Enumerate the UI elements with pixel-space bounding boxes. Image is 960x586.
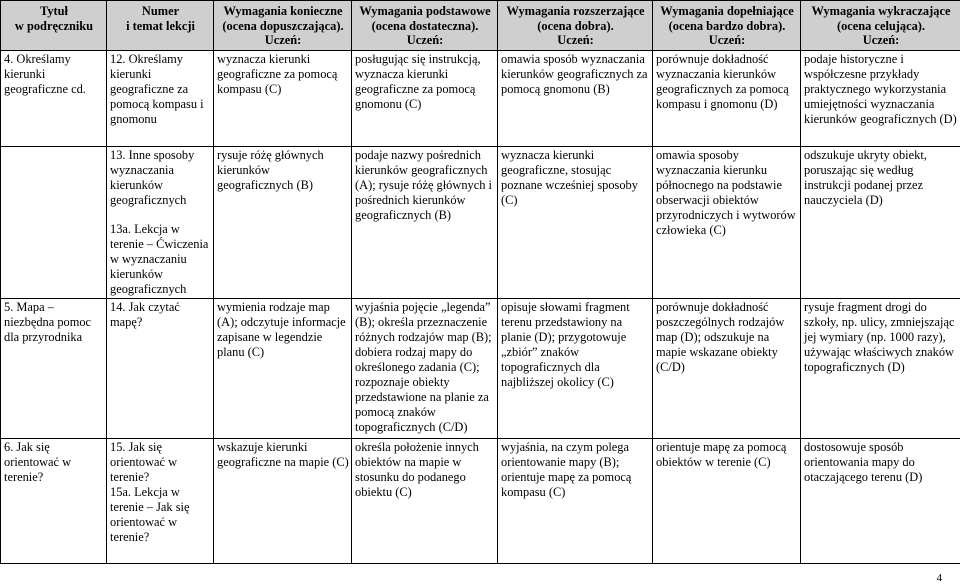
cell-title	[1, 147, 107, 299]
cell-required: wyznacza kierunki geograficzne za pomocą kompasu (C)	[214, 51, 352, 147]
cell-complementary: porównuje dokładność poszczególnych rodzajów map (D); odszukuje na mapie wskazane obiekty (C/D)	[653, 299, 801, 439]
table-row	[1, 439, 960, 564]
lesson-extra: 13a. Lekcja w terenie – Ćwiczenia w wyznaczaniu kierunków geograficznych	[110, 222, 209, 296]
lesson-extra: 15a. Lekcja w terenie – Jak się orientować w terenie?	[110, 485, 190, 544]
table-row	[1, 147, 960, 299]
header-extended-col: Wymagania rozszerzające (ocena dobra). Uczeń:	[498, 1, 653, 51]
cell-lesson: 12. Określamy kierunki geograficzne za pomocą kompasu i gnomonu	[107, 51, 214, 147]
cell-extended: wyznacza kierunki geograficzne, stosując poznane wcześniej sposoby (C)	[498, 147, 653, 299]
header-basic-col: Wymagania podstawowe (ocena dostateczna). Uczeń:	[352, 1, 498, 51]
header-required-col: Wymagania konieczne (ocena dopuszczająca). Uczeń:	[214, 1, 352, 51]
header-title-col: Tytuł w podręczniku	[1, 1, 107, 51]
cell-title: 6. Jak się orientować w terenie?	[1, 439, 107, 564]
cell-exceeding: odszukuje ukryty obiekt, poruszając się według instrukcji podanej przez nauczyciela (D)	[801, 147, 960, 299]
cell-required: wymienia rodzaje map (A); odczytuje informacje zapisane w legendzie planu (C)	[214, 299, 352, 439]
cell-required: wskazuje kierunki geograficzne na mapie (C)	[214, 439, 352, 564]
header-complementary-col: Wymagania dopełniające (ocena bardzo dobra). Uczeń:	[653, 1, 801, 51]
lesson-main: 13. Inne sposoby wyznaczania kierunków geograficznych	[110, 148, 195, 207]
cell-lesson: 14. Jak czytać mapę?	[107, 299, 214, 439]
table-row	[1, 299, 960, 439]
header-lesson-col: Numer i temat lekcji	[107, 1, 214, 51]
table-row	[1, 51, 960, 147]
cell-title: 5. Mapa – niezbędna pomoc dla przyrodnika	[1, 299, 107, 439]
cell-extended: wyjaśnia, na czym polega orientowanie mapy (B); orientuje mapę za pomocą kompasu (C)	[498, 439, 653, 564]
header-row	[1, 1, 960, 51]
cell-lesson	[107, 147, 214, 299]
cell-extended: omawia sposób wyznaczania kierunków geograficznych za pomocą gnomonu (B)	[498, 51, 653, 147]
cell-complementary: omawia sposoby wyznaczania kierunku północnego na podstawie obserwacji obiektów przyrodniczych i wytworów człowieka (C)	[653, 147, 801, 299]
cell-complementary: porównuje dokładność wyznaczania kierunków geograficznych za pomocą kompasu i gnomonu (D)	[653, 51, 801, 147]
cell-extended: opisuje słowami fragment terenu przedstawiony na planie (D); przygotowuje „zbiór” znaków topograficznych dla najbliższej okolicy (C)	[498, 299, 653, 439]
cell-basic: wyjaśnia pojęcie „legenda” (B); określa przeznaczenie różnych rodzajów map (B); dobiera rodzaj mapy do określonego zadania (C); rozpoznaje obiekty przedstawione na planie za pomocą znaków topograficznych (C/D)	[352, 299, 498, 439]
lesson-main: 15. Jak się orientować w terenie?	[110, 440, 178, 484]
cell-basic: określa położenie innych obiektów na mapie w stosunku do podanego obiektu (C)	[352, 439, 498, 564]
cell-exceeding: rysuje fragment drogi do szkoły, np. ulicy, zmniejszając jej wymiary (np. 1000 razy), używając właściwych znaków topograficznych (D)	[801, 299, 960, 439]
cell-complementary: orientuje mapę za pomocą obiektów w terenie (C)	[653, 439, 801, 564]
cell-title: 4. Określamy kierunki geograficzne cd.	[1, 51, 107, 147]
cell-lesson	[107, 439, 214, 564]
cell-required: rysuje różę głównych kierunków geograficznych (B)	[214, 147, 352, 299]
header-exceeding-col: Wymagania wykraczające (ocena celująca). Uczeń:	[801, 1, 960, 51]
page-number: 4	[936, 572, 942, 584]
cell-basic: posługując się instrukcją, wyznacza kierunki geograficzne za pomocą gnomonu (C)	[352, 51, 498, 147]
cell-exceeding: dostosowuje sposób orientowania mapy do otaczającego terenu (D)	[801, 439, 960, 564]
cell-exceeding: podaje historyczne i współczesne przykłady praktycznego wykorzystania umiejętności wyznaczania kierunków geograficznych (D)	[801, 51, 960, 147]
cell-basic: podaje nazwy pośrednich kierunków geograficznych (A); rysuje różę głównych i pośrednich kierunków geograficznych (B)	[352, 147, 498, 299]
